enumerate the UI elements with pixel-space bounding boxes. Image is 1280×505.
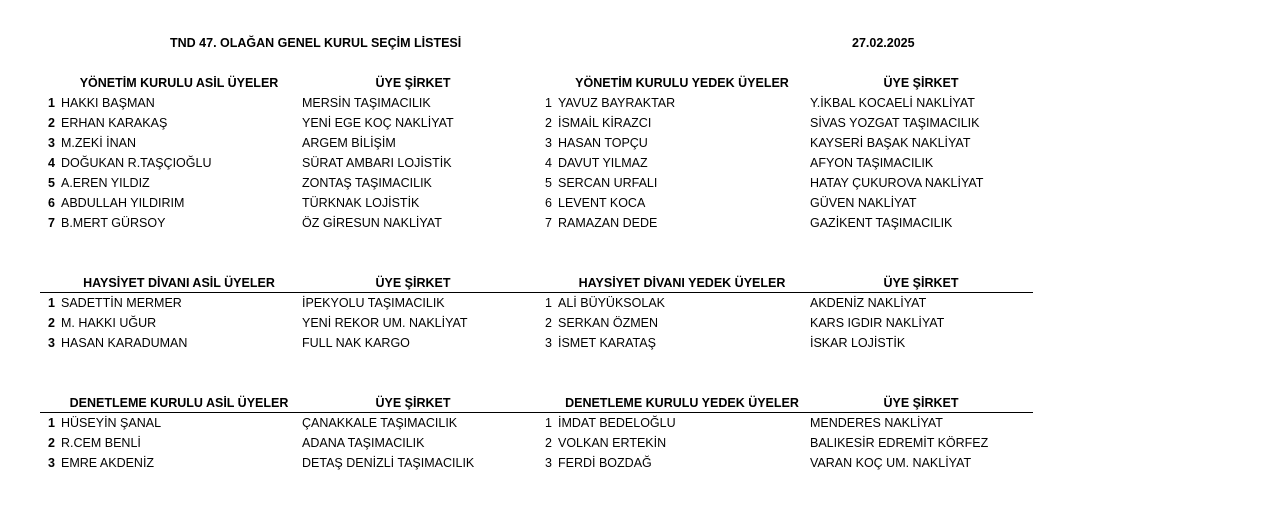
row-number: 6 [545,196,552,210]
member-name: HAKKI BAŞMAN [61,96,155,110]
row-number: 2 [48,436,55,450]
document-title: TND 47. OLAĞAN GENEL KURUL SEÇİM LİSTESİ [170,36,462,50]
row-number: 1 [48,96,55,110]
section-heading-right: DENETLEME KURULU YEDEK ÜYELER [565,396,799,410]
row-number: 2 [545,116,552,130]
member-company: GAZİKENT TAŞIMACILIK [810,216,953,230]
member-company: MENDERES NAKLİYAT [810,416,943,430]
row-number: 3 [48,456,55,470]
member-name: SADETTİN MERMER [61,296,182,310]
row-number: 1 [545,296,552,310]
member-company: MERSİN TAŞIMACILIK [302,96,431,110]
company-heading-right: ÜYE ŞİRKET [883,396,959,410]
member-name: ALİ BÜYÜKSOLAK [558,296,665,310]
member-company: SÜRAT AMBARI LOJİSTİK [302,156,452,170]
member-company: İPEKYOLU TAŞIMACILIK [302,296,445,310]
member-company: ADANA TAŞIMACILIK [302,436,425,450]
row-number: 6 [48,196,55,210]
member-name: R.CEM BENLİ [61,436,141,450]
section-heading-right: YÖNETİM KURULU YEDEK ÜYELER [575,76,789,90]
member-company: BALIKESİR EDREMİT KÖRFEZ [810,436,989,450]
row-number: 3 [48,336,55,350]
section-heading-left: YÖNETİM KURULU ASİL ÜYELER [79,76,279,90]
row-number: 4 [545,156,552,170]
member-company: SİVAS YOZGAT TAŞIMACILIK [810,116,980,130]
member-company: FULL NAK KARGO [302,336,410,350]
company-heading-left: ÜYE ŞİRKET [375,276,451,290]
member-company: AKDENİZ NAKLİYAT [810,296,927,310]
member-company: YENİ REKOR UM. NAKLİYAT [302,316,468,330]
row-number: 3 [545,456,552,470]
member-name: DAVUT YILMAZ [558,156,648,170]
section-divider [40,412,1033,413]
row-number: 5 [545,176,552,190]
member-name: HÜSEYİN ŞANAL [61,416,162,430]
section-heading-left: HAYSİYET DİVANI ASİL ÜYELER [83,276,275,290]
member-name: RAMAZAN DEDE [558,216,658,230]
row-number: 1 [545,96,552,110]
row-number: 7 [545,216,552,230]
company-heading-left: ÜYE ŞİRKET [375,76,451,90]
member-name: ERHAN KARAKAŞ [61,116,168,130]
member-company: ZONTAŞ TAŞIMACILIK [302,176,432,190]
member-name: VOLKAN ERTEKİN [558,436,667,450]
member-company: YENİ EGE KOÇ NAKLİYAT [302,116,454,130]
row-number: 3 [545,136,552,150]
row-number: 7 [48,216,55,230]
member-company: ÖZ GİRESUN NAKLİYAT [302,216,442,230]
member-name: A.EREN YILDIZ [61,176,150,190]
section-divider [40,292,1033,293]
member-company: ARGEM BİLİŞİM [302,136,396,150]
member-company: DETAŞ DENİZLİ TAŞIMACILIK [302,456,475,470]
member-name: YAVUZ BAYRAKTAR [558,96,676,110]
member-name: M. HAKKI UĞUR [61,316,157,330]
member-name: SERCAN URFALI [558,176,658,190]
member-name: İSMAİL KİRAZCI [558,116,652,130]
member-name: ABDULLAH YILDIRIM [61,196,185,210]
row-number: 2 [545,316,552,330]
document-date: 27.02.2025 [852,36,915,50]
member-name: İSMET KARATAŞ [558,336,656,350]
company-heading-left: ÜYE ŞİRKET [375,396,451,410]
member-company: TÜRKNAK LOJİSTİK [302,196,420,210]
row-number: 2 [48,116,55,130]
row-number: 4 [48,156,55,170]
member-name: HASAN KARADUMAN [61,336,188,350]
row-number: 5 [48,176,55,190]
member-company: VARAN KOÇ UM. NAKLİYAT [810,456,972,470]
row-number: 1 [545,416,552,430]
member-company: KAYSERİ BAŞAK NAKLİYAT [810,136,971,150]
member-company: AFYON TAŞIMACILIK [810,156,934,170]
company-heading-right: ÜYE ŞİRKET [883,276,959,290]
member-name: LEVENT KOCA [558,196,646,210]
member-company: İSKAR LOJİSTİK [810,336,906,350]
member-company: GÜVEN NAKLİYAT [810,196,917,210]
company-heading-right: ÜYE ŞİRKET [883,76,959,90]
member-company: Y.İKBAL KOCAELİ NAKLİYAT [810,96,975,110]
row-number: 3 [48,136,55,150]
row-number: 2 [48,316,55,330]
member-company: ÇANAKKALE TAŞIMACILIK [302,416,458,430]
section-heading-right: HAYSİYET DİVANI YEDEK ÜYELER [578,276,786,290]
row-number: 1 [48,416,55,430]
member-name: SERKAN ÖZMEN [558,316,659,330]
member-name: FERDİ BOZDAĞ [558,456,652,470]
member-name: EMRE AKDENİZ [61,456,155,470]
member-company: KARS IGDIR NAKLİYAT [810,316,945,330]
section-heading-left: DENETLEME KURULU ASİL ÜYELER [69,396,289,410]
row-number: 1 [48,296,55,310]
member-name: DOĞUKAN R.TAŞÇIOĞLU [61,156,212,170]
member-name: İMDAT BEDELOĞLU [558,416,676,430]
member-name: M.ZEKİ İNAN [61,136,137,150]
member-name: HASAN TOPÇU [558,136,648,150]
member-name: B.MERT GÜRSOY [61,216,166,230]
member-company: HATAY ÇUKUROVA NAKLİYAT [810,176,984,190]
row-number: 3 [545,336,552,350]
row-number: 2 [545,436,552,450]
